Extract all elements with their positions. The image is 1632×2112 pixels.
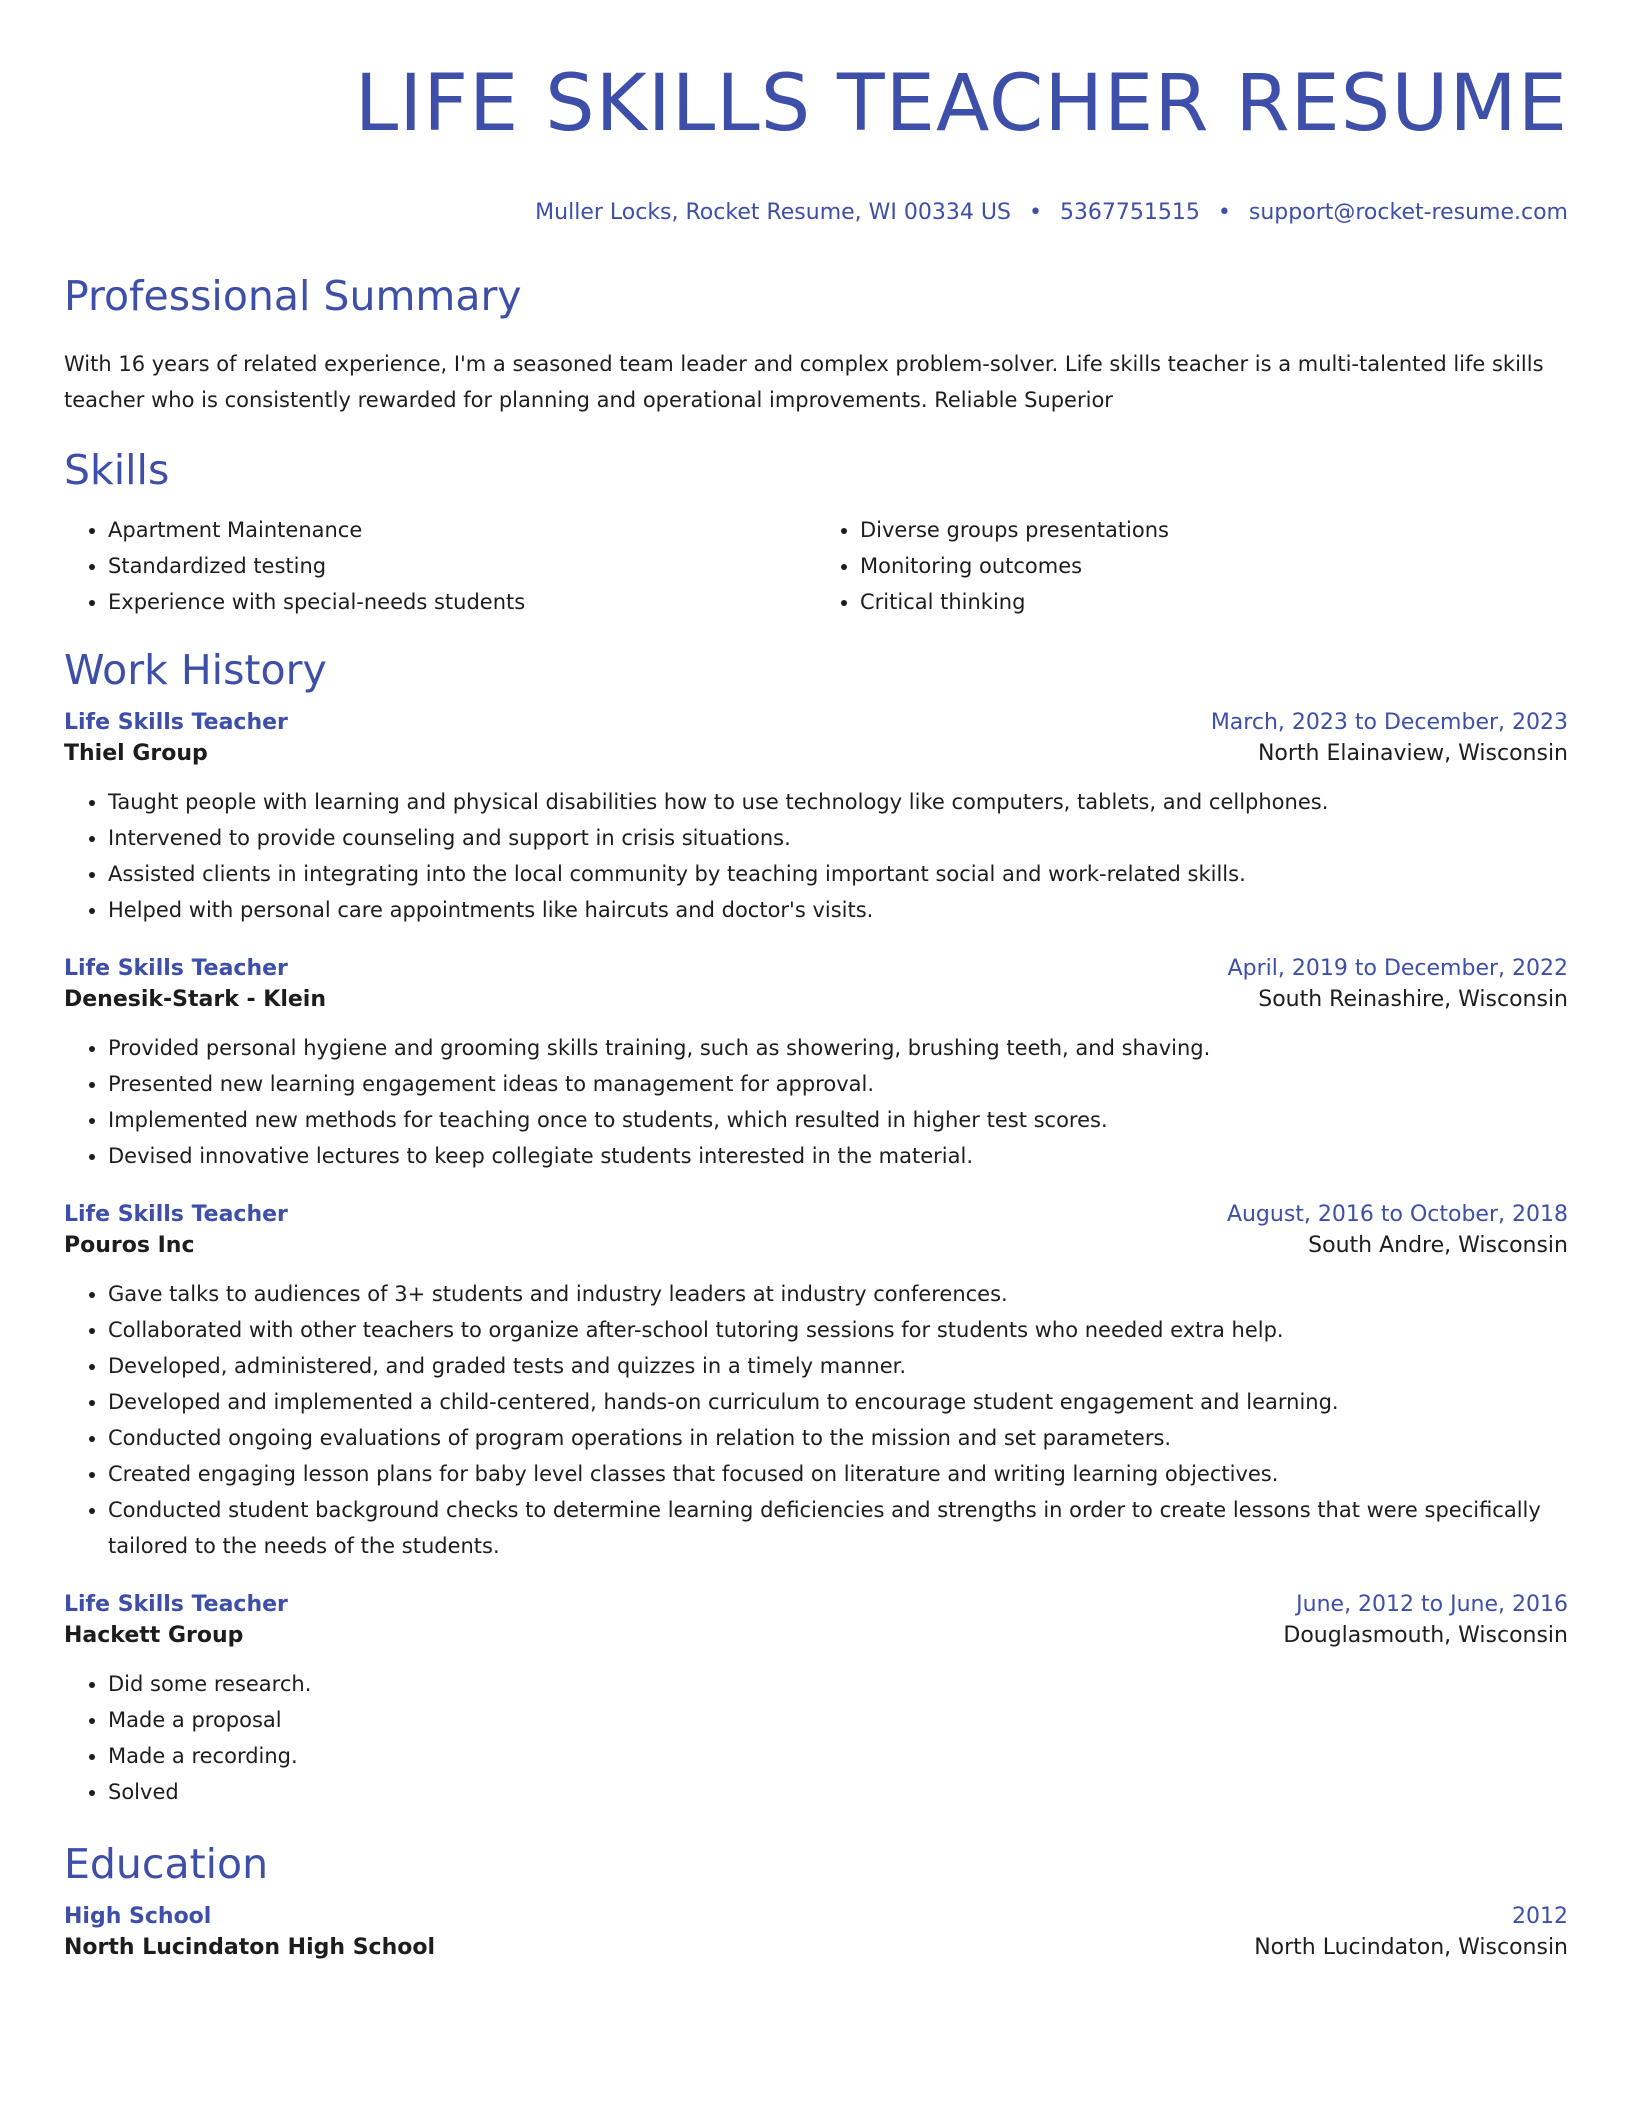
job-company: Pouros Inc <box>64 1233 195 1258</box>
job-bullet: • Developed and implemented a child-centered, hands-on curriculum to encourage student engagement and learning. <box>108 1384 1568 1420</box>
job-subheader <box>64 741 1568 766</box>
skill-item: • Monitoring outcomes <box>860 548 1568 584</box>
contact-line <box>64 198 1568 228</box>
education-entry <box>64 1904 1568 1960</box>
job-bullets <box>64 1666 1568 1810</box>
job-header <box>64 710 1568 735</box>
job-company: Thiel Group <box>64 741 208 766</box>
job-header <box>64 1592 1568 1617</box>
resume-title: LIFE SKILLS TEACHER RESUME <box>354 59 1568 149</box>
education-header <box>64 1904 1568 1929</box>
job-title: Life Skills Teacher <box>64 710 288 735</box>
job-header <box>64 956 1568 981</box>
job-entry <box>64 956 1568 1174</box>
job-dates: April, 2019 to December, 2022 <box>1227 956 1568 981</box>
education-location: North Lucindaton, Wisconsin <box>1254 1935 1568 1960</box>
skill-item: • Diverse groups presentations <box>860 512 1568 548</box>
job-bullet: • Solved <box>108 1774 1568 1810</box>
skills-column-right <box>816 512 1568 620</box>
contact-address: Muller Locks, Rocket Resume, WI 00334 US <box>535 200 1011 225</box>
job-bullet: • Developed, administered, and graded tests and quizzes in a timely manner. <box>108 1348 1568 1384</box>
job-company: Denesik-Stark - Klein <box>64 987 327 1012</box>
job-title: Life Skills Teacher <box>64 956 288 981</box>
job-bullet: • Presented new learning engagement ideas to management for approval. <box>108 1066 1568 1102</box>
job-subheader <box>64 1623 1568 1648</box>
skill-item: • Apartment Maintenance <box>108 512 816 548</box>
job-entry <box>64 1202 1568 1564</box>
summary-heading: Professional Summary <box>64 272 522 320</box>
job-bullet: • Provided personal hygiene and grooming skills training, such as showering, brushing teeth, and shaving. <box>108 1030 1568 1066</box>
job-bullet: • Made a proposal <box>108 1702 1568 1738</box>
work-history-heading: Work History <box>64 646 327 694</box>
job-entry <box>64 710 1568 928</box>
job-bullet: • Helped with personal care appointments like haircuts and doctor's visits. <box>108 892 1568 928</box>
job-title: Life Skills Teacher <box>64 1202 288 1227</box>
skill-item: • Experience with special-needs students <box>108 584 816 620</box>
job-bullets <box>64 784 1568 928</box>
education-subheader <box>64 1935 1568 1960</box>
job-title: Life Skills Teacher <box>64 1592 288 1617</box>
contact-separator: • <box>1217 200 1231 225</box>
job-location: North Elainaview, Wisconsin <box>1257 741 1568 766</box>
job-header <box>64 1202 1568 1227</box>
summary-text: With 16 years of related experience, I'm a seasoned team leader and complex problem-solver. Life skills teacher is a multi-talented life skills teacher who is consistently rewarded for planning and operational improvements. Reliable Superior <box>64 352 1544 412</box>
job-bullet: • Devised innovative lectures to keep collegiate students interested in the material. <box>108 1138 1568 1174</box>
job-dates: March, 2023 to December, 2023 <box>1210 710 1568 735</box>
job-bullet: • Created engaging lesson plans for baby level classes that focused on literature and writing learning objectives. <box>108 1456 1568 1492</box>
job-location: South Andre, Wisconsin <box>1308 1233 1568 1258</box>
job-bullet: • Taught people with learning and physical disabilities how to use technology like computers, tablets, and cellphones. <box>108 784 1568 820</box>
job-dates: June, 2012 to June, 2016 <box>1296 1592 1568 1617</box>
job-bullets <box>64 1276 1568 1564</box>
education-degree: High School <box>64 1904 212 1929</box>
job-bullet: • Assisted clients in integrating into the local community by teaching important social and work-related skills. <box>108 856 1568 892</box>
job-location: South Reinashire, Wisconsin <box>1258 987 1568 1012</box>
contact-separator: • <box>1028 200 1042 225</box>
skill-item: • Critical thinking <box>860 584 1568 620</box>
job-bullet: • Made a recording. <box>108 1738 1568 1774</box>
education-school: North Lucindaton High School <box>64 1935 436 1960</box>
job-subheader <box>64 1233 1568 1258</box>
job-bullet: • Gave talks to audiences of 3+ students and industry leaders at industry conferences. <box>108 1276 1568 1312</box>
job-bullets <box>64 1030 1568 1174</box>
job-bullet: • Collaborated with other teachers to organize after-school tutoring sessions for students who needed extra help. <box>108 1312 1568 1348</box>
education-heading: Education <box>64 1840 269 1888</box>
job-location: Douglasmouth, Wisconsin <box>1283 1623 1568 1648</box>
job-subheader <box>64 987 1568 1012</box>
job-bullet: • Did some research. <box>108 1666 1568 1702</box>
skill-item: • Standardized testing <box>108 548 816 584</box>
skills-column-left <box>64 512 816 620</box>
skills-list <box>64 512 1568 620</box>
job-bullet: • Conducted ongoing evaluations of program operations in relation to the mission and set parameters. <box>108 1420 1568 1456</box>
job-company: Hackett Group <box>64 1623 244 1648</box>
job-bullet: • Implemented new methods for teaching once to students, which resulted in higher test scores. <box>108 1102 1568 1138</box>
contact-phone: 5367751515 <box>1059 200 1200 225</box>
job-entry <box>64 1592 1568 1810</box>
contact-email[interactable]: support@rocket-resume.com <box>1248 200 1568 225</box>
education-year: 2012 <box>1512 1904 1568 1929</box>
job-bullet: • Intervened to provide counseling and support in crisis situations. <box>108 820 1568 856</box>
job-bullet: • Conducted student background checks to determine learning deficiencies and strengths in order to create lessons that were specifically tailored to the needs of the students. <box>108 1492 1568 1564</box>
job-dates: August, 2016 to October, 2018 <box>1226 1202 1568 1227</box>
skills-heading: Skills <box>64 446 170 494</box>
